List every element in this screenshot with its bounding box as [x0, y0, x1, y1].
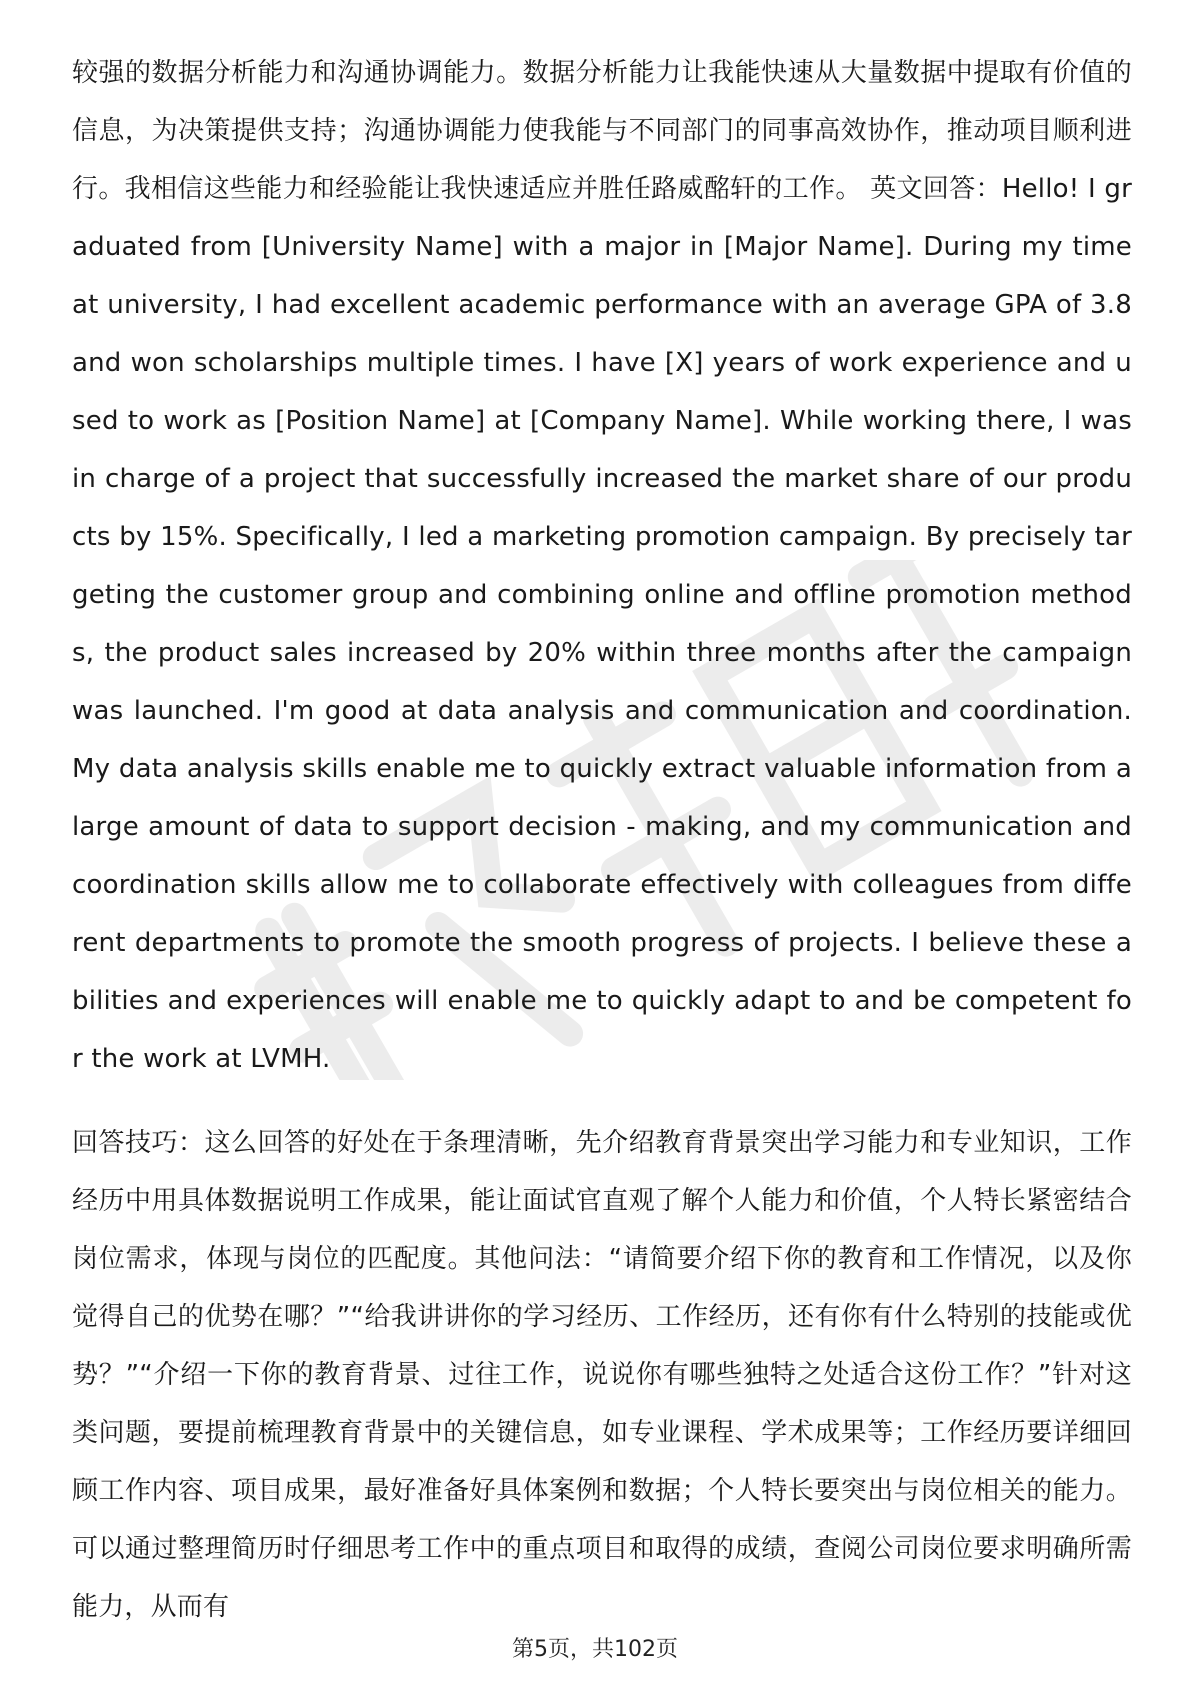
document-body [72, 44, 1132, 1636]
page-number-footer: 第5页，共102页 [512, 1637, 678, 1662]
paragraph-self-introduction-answer: 较强的数据分析能力和沟通协调能力。数据分析能力让我能快速从大量数据中提取有价值的信息，为决策提供支持；沟通协调能力使我能与不同部门的同事高效协作，推动项目顺利进行。我相信这些能力和经验能让我快速适应并胜任路威酩轩的工作。 英文回答：Hello! I graduated from [University Name] with a major in [Major Name]. During my time at university, I had excellent academic performance with an average GPA of 3.8 and won scholarships multiple times. I have [X] years of work experience and used to work as [Position Name] at [Company Name]. While working there, I was in charge of a project that successfully increased the market share of our products by 15%. Specifically, I led a marketing promotion campaign. By precisely targeting the customer group and combining online and offline promotion methods, the product sales increased by 20% within three months after the campaign was launched. I'm good at data analysis and communication and coordination. My data analysis skills enable me to quickly extract valuable information from a large amount of data to support decision - making, and my communication and coordination skills allow me to collaborate effectively with colleagues from different departments to promote the smooth progress of projects. I believe these abilities and experiences will enable me to quickly adapt to and be competent for the work at LVMH. [72, 58, 1132, 1074]
paragraph-answer-tips: 回答技巧：这么回答的好处在于条理清晰，先介绍教育背景突出学习能力和专业知识，工作经历中用具体数据说明工作成果，能让面试官直观了解个人能力和价值，个人特长紧密结合岗位需求，体现与岗位的匹配度。其他问法：“请简要介绍下你的教育和工作情况，以及你觉得自己的优势在哪？”“给我讲讲你的学习经历、工作经历，还有你有什么特别的技能或优势？”“介绍一下你的教育背景、过往工作，说说你有哪些独特之处适合这份工作？”针对这类问题，要提前梳理教育背景中的关键信息，如专业课程、学术成果等；工作经历要详细回顾工作内容、项目成果，最好准备好具体案例和数据；个人特长要突出与岗位相关的能力。可以通过整理简历时仔细思考工作中的重点项目和取得的成绩，查阅公司岗位要求明确所需能力，从而有 [72, 1128, 1132, 1622]
paragraph-spacer [72, 1088, 1132, 1114]
